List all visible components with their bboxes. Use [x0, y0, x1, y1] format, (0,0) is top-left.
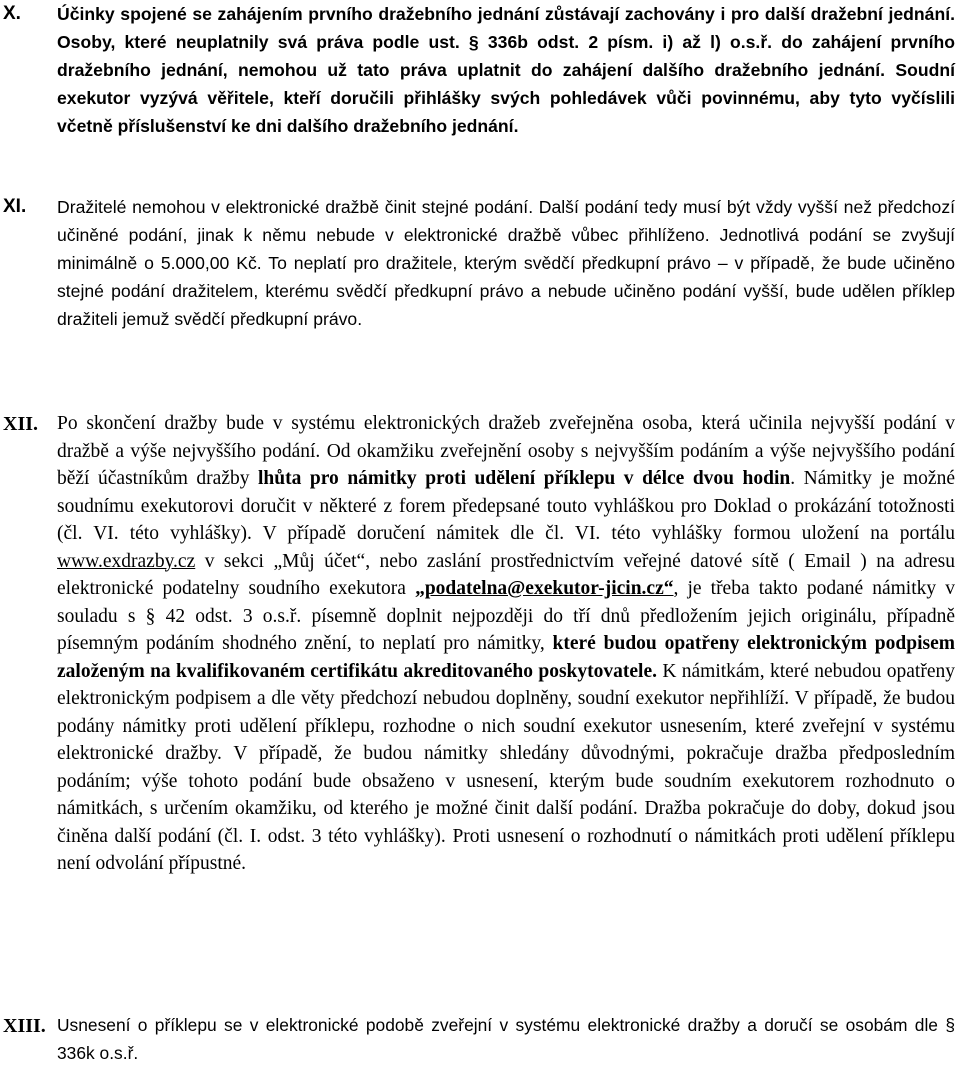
section-number: X.: [3, 3, 21, 24]
section-xii: [0, 410, 960, 878]
text-part: v sekci „Můj účet“, nebo zaslání prostřednictvím veřejné datové sítě ( Email ) na adresu elektronické podatelny soudního exekutora: [57, 550, 955, 599]
objection-deadline-text: lhůta pro námitky proti udělení příklepu v délce dvou hodin: [258, 468, 791, 489]
section-number: XI.: [3, 196, 27, 217]
section-x: [0, 0, 960, 140]
text-part: , je třeba takto podané námitky v souladu s § 42 odst. 3 o.s.ř. písemně doplnit nejpozději do tří dnů předložením jejich originálu, případně písemným podáním shodného znění, to neplatí pro námitky,: [57, 578, 955, 654]
podatelna-email-link[interactable]: „podatelna@exekutor-jicin.cz“: [415, 578, 674, 599]
section-text: Účinky spojené se zahájením prvního dražebního jednání zůstávají zachovány i pro další dražební jednání. Osoby, které neuplatnily svá práva podle ust. § 336b odst. 2 písm. i) až l) o.s.ř. do zahájení prvního dražebního jednání, nemohou už tato práva uplatnit do zahájení dalšího dražebního jednání. Soudní exekutor vyzývá věřitele, kteří doručili přihlášky svých pohledávek vůči povinnému, aby tyto vyčíslili včetně příslušenství ke dni dalšího dražebního jednání.: [57, 4, 955, 136]
section-text: [57, 410, 955, 878]
text-part: K námitkám, které nebudou opatřeny elektronickým podpisem a dle věty předchozí nebudou doplněny, soudní exekutor nepřihlíží. V případě, že budou podány námitky proti udělení příklepu, rozhodne o nich soudní exekutor usnesením, které zveřejní v systému elektronické dražby. V případě, že budou námitky shledány důvodnými, pokračuje dražba předposledním podáním; výše tohoto podání bude obsaženo v usnesení, kterým bude soudním exekutorem rozhodnuto o námitkách, s určením okamžiku, od kterého je možné činit další podání. Dražba pokračuje do doby, dokud jsou činěna další podání (čl. I. odst. 3 této vyhlášky). Proti usnesení o rozhodnutí o námitkách proti udělení příklepu není odvolání přípustné.: [57, 660, 955, 874]
section-text: Dražitelé nemohou v elektronické dražbě činit stejné podání. Další podání tedy musí být vždy vyšší než předchozí učiněné podání, jinak k němu nebude v elektronické dražbě vůbec přihlíženo. Jednotlivá podání se zvyšují minimálně o 5.000,00 Kč. To neplatí pro dražitele, kterým svědčí předkupní právo – v případě, že bude učiněno stejné podání dražitelem, kterému svědčí předkupní právo a nebude učiněno podání vyšší, bude udělen příklep dražiteli jemuž svědčí předkupní právo.: [57, 197, 955, 329]
section-xi: [0, 193, 960, 333]
text-part: Po skončení dražby bude v systému elektronických dražeb zveřejněna osoba, která učinila nejvyšší podání v dražbě a výše nejvyššího podání. Od okamžiku zveřejnění osoby s nejvyšším podáním a výše nejvyššího podání běží účastníkům dražby: [57, 413, 955, 489]
section-text: Usnesení o příklepu se v elektronické podobě zveřejní v systému elektronické dražby a doručí se osobám dle § 336k o.s.ř.: [57, 1015, 955, 1063]
section-number: XII.: [3, 413, 39, 435]
exdrazby-link[interactable]: www.exdrazby.cz: [57, 550, 196, 572]
text-part: . Námitky je možné soudnímu exekutorovi doručit v některé z forem předepsané touto vyhláškou pro Doklad o prokázání totožnosti (čl. VI. této vyhlášky). V případě doručení námitek dle čl. VI. této vyhlášky formou uložení na portálu: [57, 468, 955, 544]
section-xiii: [0, 1012, 960, 1067]
section-number: XIII.: [3, 1015, 46, 1037]
electronic-signature-text: které budou opatřeny elektronickým podpisem založeným na kvalifikovaném certifikátu akreditovaného poskytovatele.: [57, 633, 955, 682]
